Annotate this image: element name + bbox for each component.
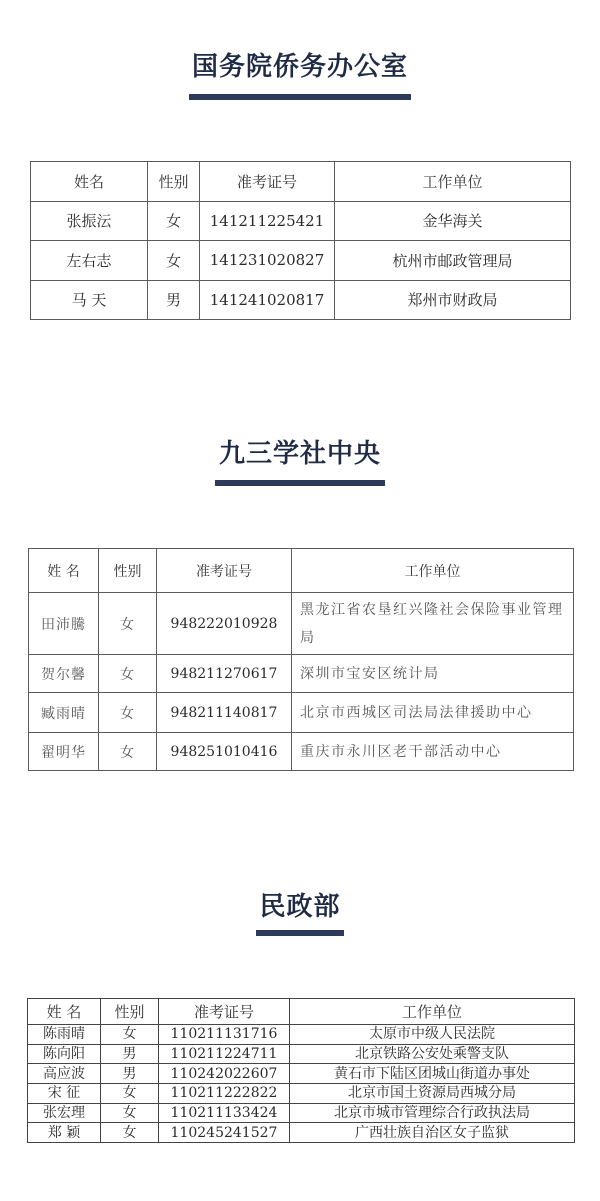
header-name: 姓 名 xyxy=(29,549,99,593)
title-underline xyxy=(256,930,344,936)
cell-unit: 北京铁路公安处乘警支队 xyxy=(290,1044,575,1064)
header-id: 准考证号 xyxy=(159,999,290,1025)
table-row xyxy=(28,1084,575,1104)
section-title-minzheng: 民政部 xyxy=(259,892,341,922)
cell-id: 948211140817 xyxy=(157,693,292,733)
cell-gender: 女 xyxy=(99,693,157,733)
qiaowu-table xyxy=(30,161,571,320)
cell-id: 110242022607 xyxy=(159,1064,290,1084)
header-unit: 工作单位 xyxy=(290,999,575,1025)
cell-id: 141241020817 xyxy=(200,280,335,320)
cell-name: 臧雨晴 xyxy=(29,693,99,733)
cell-unit: 黄石市下陆区团城山街道办事处 xyxy=(290,1064,575,1084)
header-id: 准考证号 xyxy=(200,162,335,202)
table-row xyxy=(29,593,574,655)
cell-id: 110211222822 xyxy=(159,1084,290,1104)
cell-unit: 北京市西城区司法局法律援助中心 xyxy=(292,693,574,733)
cell-gender: 女 xyxy=(101,1123,159,1143)
cell-unit: 太原市中级人民法院 xyxy=(290,1025,575,1045)
cell-gender: 女 xyxy=(99,655,157,693)
cell-name: 翟明华 xyxy=(29,733,99,771)
cell-unit: 重庆市永川区老干部活动中心 xyxy=(292,733,574,771)
cell-name: 郑 颖 xyxy=(28,1123,101,1143)
cell-name: 陈向阳 xyxy=(28,1044,101,1064)
header-gender: 性别 xyxy=(101,999,159,1025)
header-gender: 性别 xyxy=(148,162,200,202)
table-header-row xyxy=(28,999,575,1025)
table-row xyxy=(29,693,574,733)
table-row xyxy=(28,1123,575,1143)
cell-gender: 女 xyxy=(101,1103,159,1123)
cell-name: 左右志 xyxy=(31,241,148,281)
cell-gender: 女 xyxy=(101,1025,159,1045)
cell-id: 110211224711 xyxy=(159,1044,290,1064)
header-gender: 性别 xyxy=(99,549,157,593)
cell-name: 张宏理 xyxy=(28,1103,101,1123)
cell-name: 田沛騰 xyxy=(29,593,99,655)
minzheng-table xyxy=(27,998,575,1143)
header-name: 姓名 xyxy=(31,162,148,202)
cell-id: 110245241527 xyxy=(159,1123,290,1143)
cell-id: 948222010928 xyxy=(157,593,292,655)
cell-unit: 广西壮族自治区女子监狱 xyxy=(290,1123,575,1143)
cell-name: 马 天 xyxy=(31,280,148,320)
cell-name: 贺尔馨 xyxy=(29,655,99,693)
cell-id: 948211270617 xyxy=(157,655,292,693)
cell-gender: 女 xyxy=(101,1084,159,1104)
cell-unit: 杭州市邮政管理局 xyxy=(335,241,571,281)
cell-unit: 金华海关 xyxy=(335,201,571,241)
table-row xyxy=(29,733,574,771)
cell-id: 110211131716 xyxy=(159,1025,290,1045)
table-row xyxy=(31,280,571,320)
title-underline xyxy=(189,94,411,100)
cell-name: 张振沄 xyxy=(31,201,148,241)
table-row xyxy=(28,1044,575,1064)
header-unit: 工作单位 xyxy=(335,162,571,202)
cell-id: 141211225421 xyxy=(200,201,335,241)
cell-unit: 深圳市宝安区统计局 xyxy=(292,655,574,693)
cell-id: 948251010416 xyxy=(157,733,292,771)
cell-id: 110211133424 xyxy=(159,1103,290,1123)
cell-unit: 北京市城市管理综合行政执法局 xyxy=(290,1103,575,1123)
table-row xyxy=(29,655,574,693)
cell-gender: 男 xyxy=(101,1064,159,1084)
table-row xyxy=(31,241,571,281)
jiusan-table xyxy=(28,548,574,771)
table-row xyxy=(28,1103,575,1123)
cell-gender: 女 xyxy=(99,733,157,771)
cell-unit: 北京市国土资源局西城分局 xyxy=(290,1084,575,1104)
table-row xyxy=(31,201,571,241)
title-underline xyxy=(215,480,385,486)
section-title-qiaowu: 国务院侨务办公室 xyxy=(191,52,408,82)
cell-gender: 女 xyxy=(99,593,157,655)
cell-unit: 郑州市财政局 xyxy=(335,280,571,320)
header-id: 准考证号 xyxy=(157,549,292,593)
cell-gender: 女 xyxy=(148,241,200,281)
header-name: 姓 名 xyxy=(28,999,101,1025)
cell-unit: 黑龙江省农垦红兴隆社会保险事业管理局 xyxy=(292,593,574,655)
table-row xyxy=(28,1064,575,1084)
cell-name: 陈雨晴 xyxy=(28,1025,101,1045)
cell-gender: 男 xyxy=(101,1044,159,1064)
table-header-row xyxy=(29,549,574,593)
cell-id: 141231020827 xyxy=(200,241,335,281)
section-title-jiusan: 九三学社中央 xyxy=(218,439,381,469)
header-unit: 工作单位 xyxy=(292,549,574,593)
cell-gender: 女 xyxy=(148,201,200,241)
cell-name: 高应波 xyxy=(28,1064,101,1084)
table-header-row xyxy=(31,162,571,202)
table-row xyxy=(28,1025,575,1045)
cell-name: 宋 征 xyxy=(28,1084,101,1104)
cell-gender: 男 xyxy=(148,280,200,320)
